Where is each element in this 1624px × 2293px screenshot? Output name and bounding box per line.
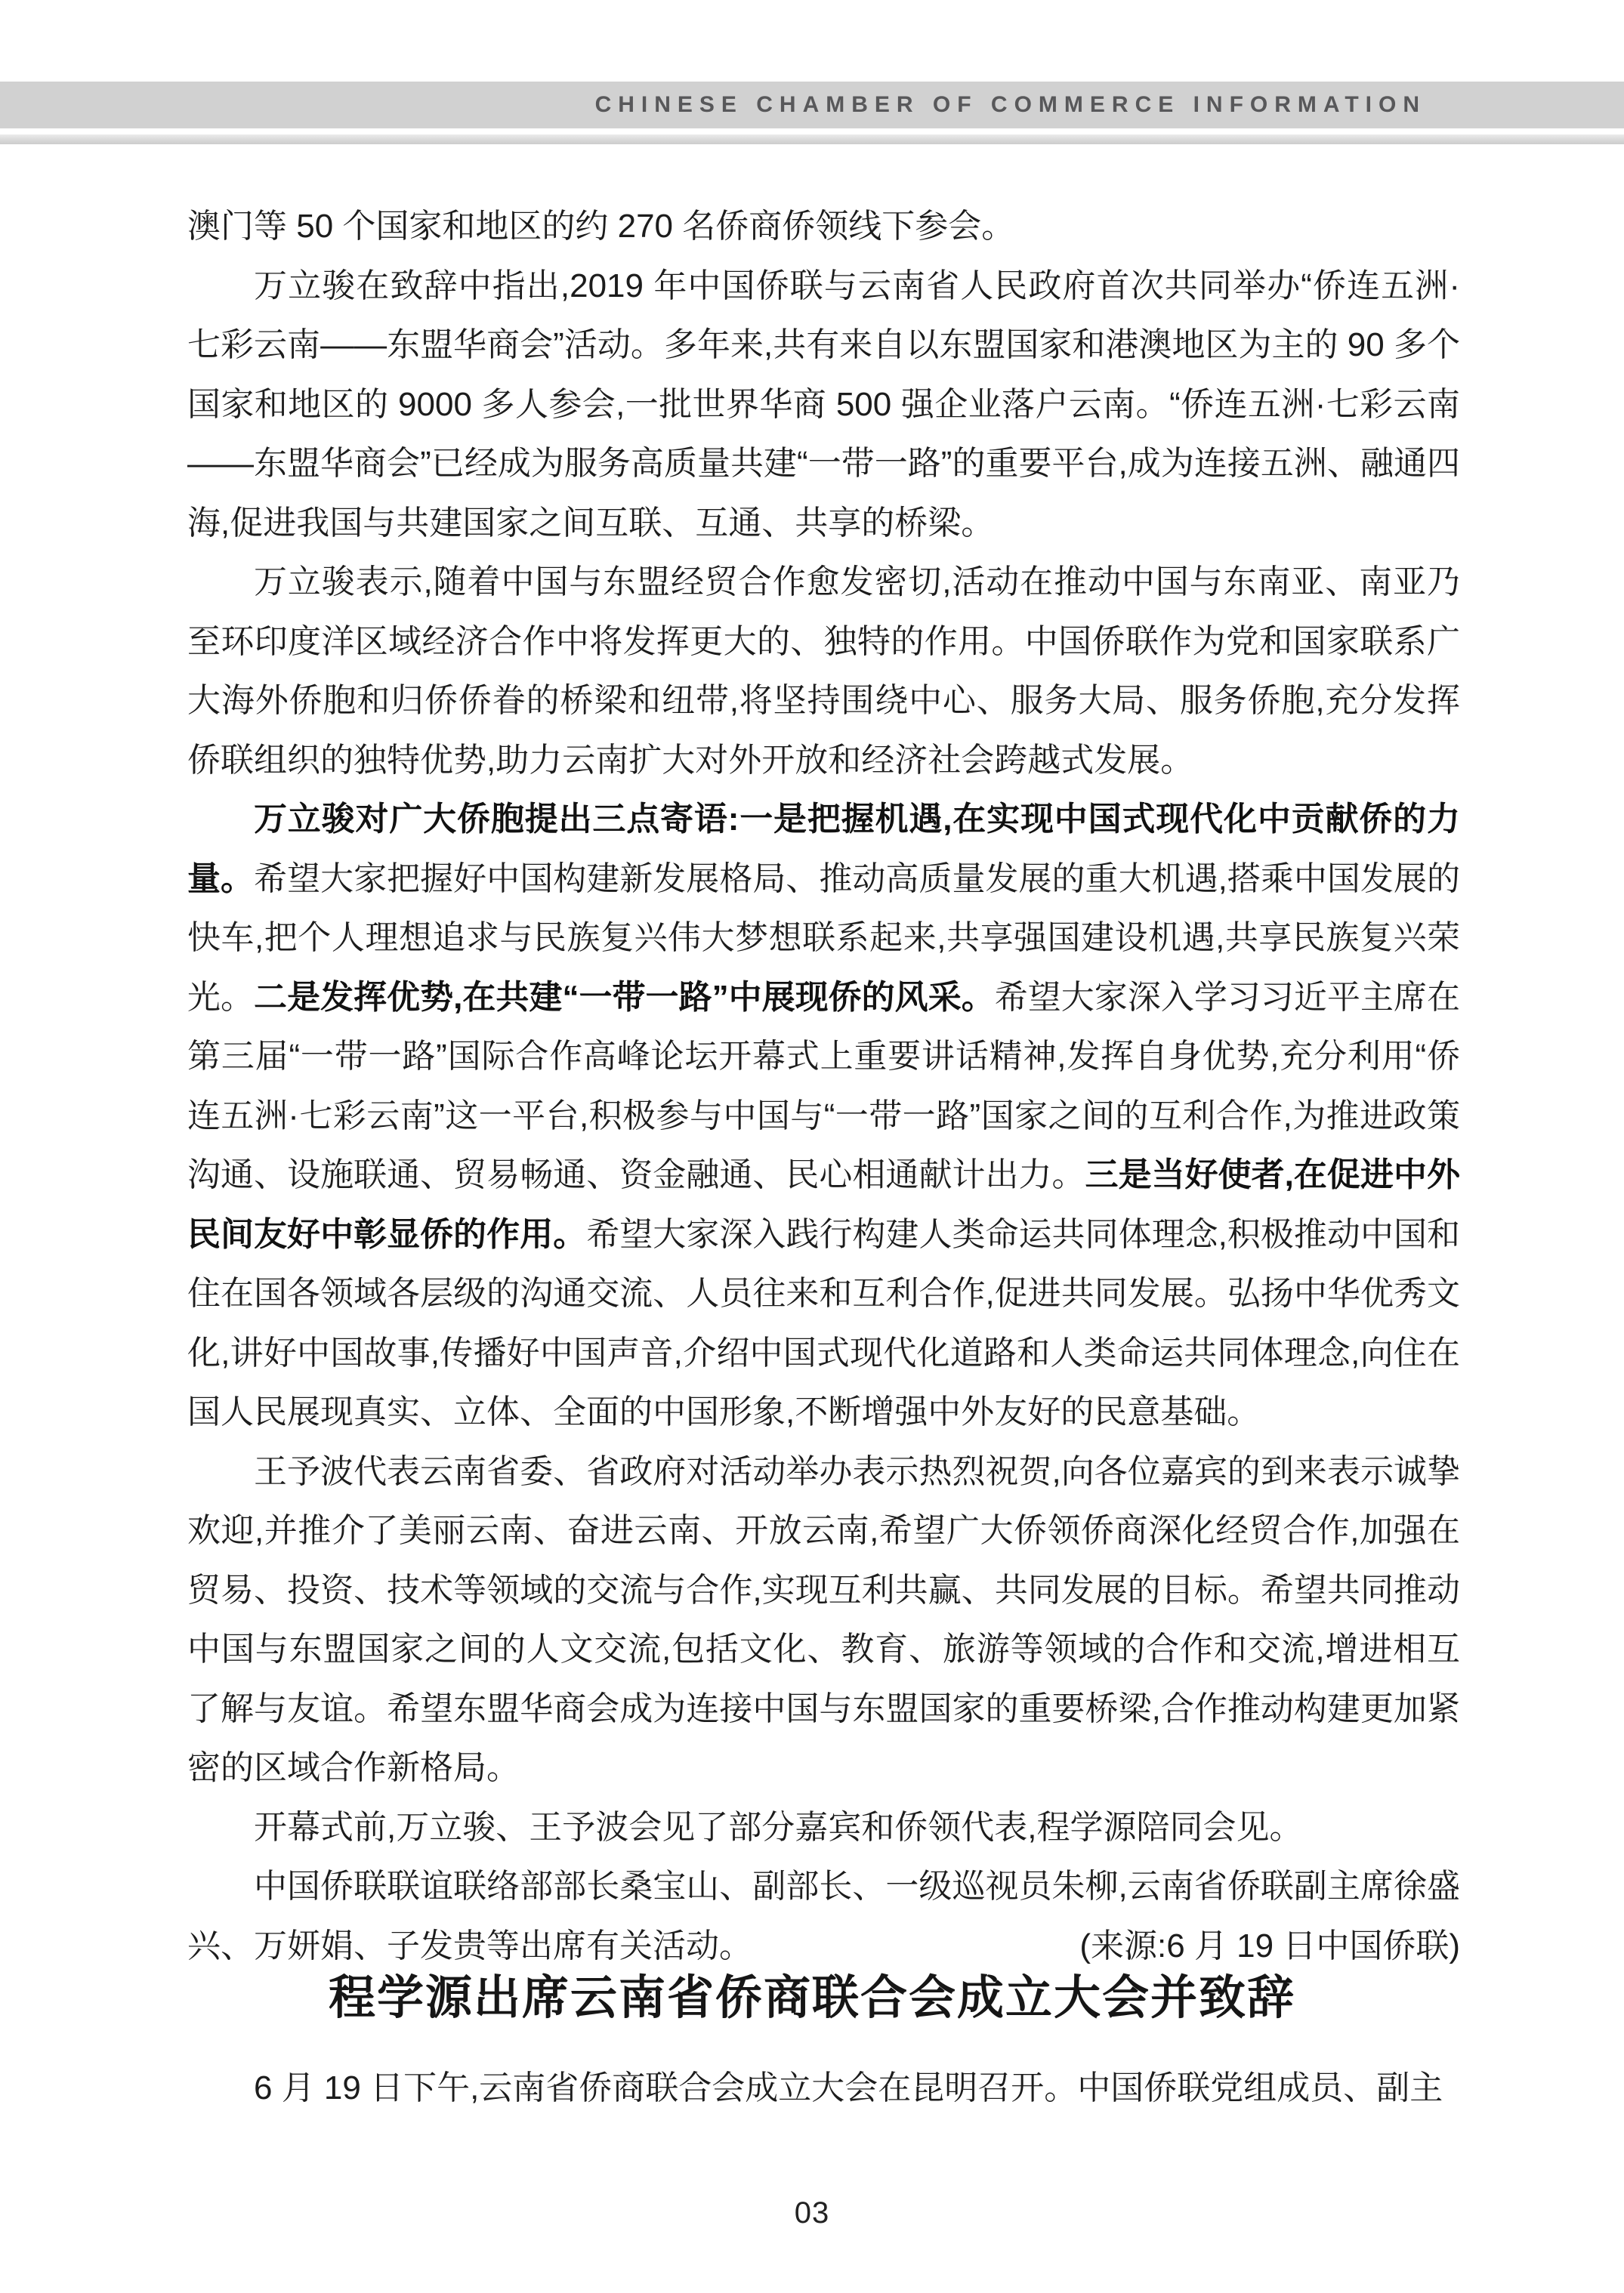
body-text: 王予波代表云南省委、省政府对活动举办表示热烈祝贺,向各位嘉宾的到来表示诚挚欢迎,并推介了美丽云南、奋进云南、开放云南,希望广大侨领侨商深化经贸合作,加强在贸易、投资、技术等领域的交流与合作,实现互利共赢、共同发展的目标。希望共同推动中国与东盟国家之间的人文交流,包括文化、教育、旅游等领域的合作和交流,增进相互了解与友谊。希望东盟华商会成为连接中国与东盟国家的重要桥梁,合作推动构建更加紧密的区域合作新格局。 (187, 1452, 1460, 1786)
paragraph: 6 月 19 日下午,云南省侨商联合会成立大会在昆明召开。中国侨联党组成员、副主 (254, 2069, 1443, 2106)
body-text: 澳门等 50 个国家和地区的约 270 名侨商侨领线下参会。 (187, 208, 1015, 245)
header-banner (0, 82, 1624, 128)
paragraph (187, 790, 1460, 1443)
paragraph (187, 257, 1460, 554)
header-stripe (0, 134, 1624, 144)
bold-lead-text: 三是当好使者,在促进中外民间友好中彰显侨的作用。 (187, 1156, 1460, 1253)
body-text: 希望大家把握好中国构建新发展格局、推动高质量发展的重大机遇,搭乘中国发展的快车,把个人理想追求与民族复兴伟大梦想联系起来,共享强国建设机遇,共享民族复兴荣光。 (187, 859, 1460, 1016)
body-text: 希望大家深入践行构建人类命运共同体理念,积极推动中国和住在国各领域各层级的沟通交流、人员往来和互利合作,促进共同发展。弘扬中华优秀文化,讲好中国故事,传播好中国声音,介绍中国式现代化道路和人类命运共同体理念,向住在国人民展现真实、立体、全面的中国形象,不断增强中外友好的民意基础。 (187, 1215, 1460, 1430)
bold-lead-text: 万立骏对广大侨胞提出三点寄语:一是把握机遇,在实现中国式现代化中贡献侨的力量。 (187, 801, 1460, 897)
paragraph (187, 1443, 1460, 1798)
paragraph (187, 1857, 1460, 1976)
body-text: 开幕式前,万立骏、王予波会见了部分嘉宾和侨领代表,程学源陪同会见。 (254, 1808, 1303, 1846)
body-text: 万立骏在致辞中指出,2019 年中国侨联与云南省人民政府首次共同举办“侨连五洲·七彩云南——东盟华商会”活动。多年来,共有来自以东盟国家和港澳地区为主的 90 多个国家和地区的 9000 多人参会,一批世界华商 500 强企业落户云南。“侨连五洲·七彩云南——东盟华商会”已经成为服务高质量共建“一带一路”的重要平台,成为连接五洲、融通四海,促进我国与共建国家之间互联、互通、共享的桥梁。 (187, 267, 1460, 542)
body-text: 中国侨联联谊联络部部长桑宝山、副部长、一级巡视员朱柳,云南省侨联副主席徐盛兴、万妍娟、子发贵等出席有关活动。 (187, 1868, 1460, 1964)
body-text: 万立骏表示,随着中国与东盟经贸合作愈发密切,活动在推动中国与东南亚、南亚乃至环印度洋区域经济合作中将发挥更大的、独特的作用。中国侨联作为党和国家联系广大海外侨胞和归侨侨眷的桥梁和纽带,将坚持围绕中心、服务大局、服务侨胞,充分发挥侨联组织的独特优势,助力云南扩大对外开放和经济社会跨越式发展。 (187, 563, 1460, 779)
section-title: 程学源出席云南省侨商联合会成立大会并致辞 (328, 1972, 1295, 2024)
paragraph (187, 197, 1460, 257)
source-note: (来源:6 月 19 日中国侨联) (1079, 1927, 1460, 1964)
paragraph (187, 1798, 1460, 1858)
paragraph (187, 553, 1460, 790)
page-number: 03 (794, 2196, 830, 2230)
next-article-start (187, 2059, 1460, 2119)
article-body (187, 197, 1460, 1976)
body-text: 希望大家深入学习习近平主席在第三届“一带一路”国际合作高峰论坛开幕式上重要讲话精神,发挥自身优势,充分利用“侨连五洲·七彩云南”这一平台,积极参与中国与“一带一路”国家之间的互利合作,为推进政策沟通、设施联通、贸易畅通、资金融通、民心相通献计出力。 (187, 978, 1461, 1193)
header-banner-text: CHINESE CHAMBER OF COMMERCE INFORMATION (594, 92, 1426, 117)
bold-lead-text: 二是发挥优势,在共建“一带一路”中展现侨的风采。 (254, 978, 995, 1016)
